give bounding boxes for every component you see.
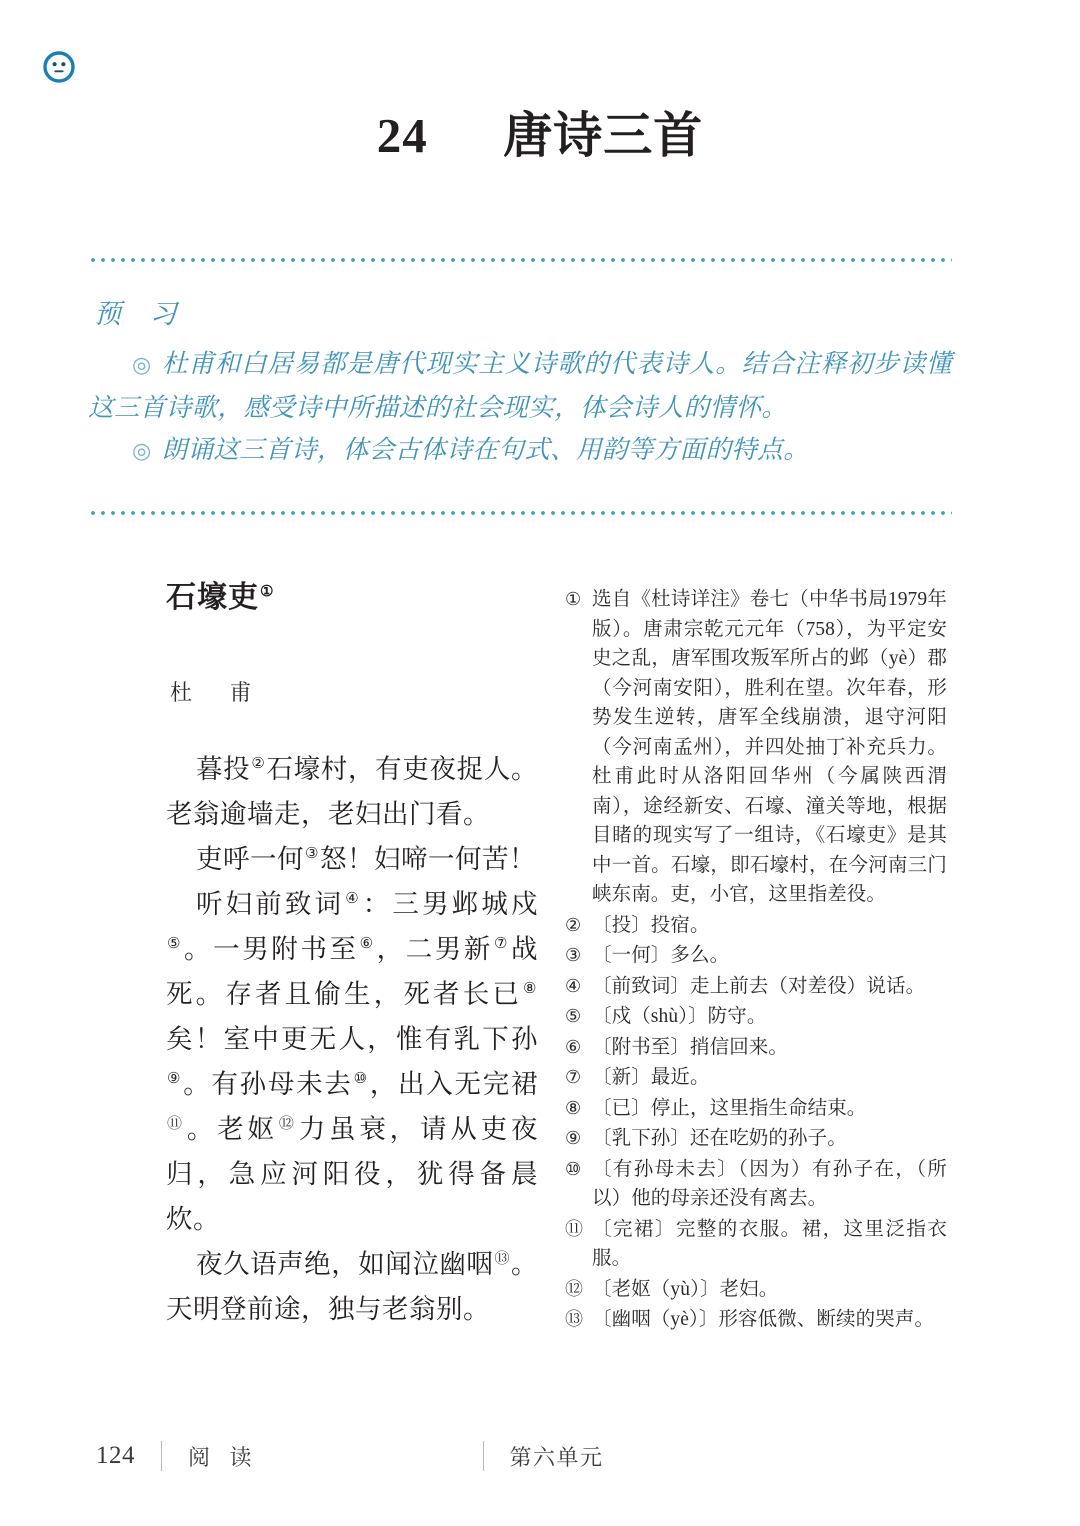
poem-author: 杜 甫: [170, 680, 268, 705]
footnote-text: 选自《杜诗详注》卷七（中华书局1979年版）。唐肃宗乾元元年（758），为平定安史之乱，唐军围攻叛军所占的邺（yè）郡（今河南安阳），胜利在望。次年春，形势发生逆转，唐军全线崩溃，退守河阳（今河南孟州），并四处抽丁补充兵力。杜甫此时从洛阳回华州（今属陕西渭南），途经新安、石壕、潼关等地，根据目睹的现实写了一组诗，《石壕吏》是其中一首。石壕，即石壕村，在今河南三门峡东南。吏，小官，这里指差役。: [592, 589, 947, 905]
preview-item-list: [88, 343, 952, 473]
poem-text-run: 吏呼一何: [196, 844, 304, 874]
poem-text-run: 夜久语声绝，如闻泣幽咽: [196, 1249, 494, 1279]
poem-text-run: ，出入无完裙: [369, 1069, 539, 1099]
preview-divider-bottom: [88, 511, 952, 515]
footnote-marker: ⑦: [565, 1067, 582, 1087]
smiley-face-icon: [41, 49, 77, 85]
footnote-text: 〔完裙〕完整的衣服。裙，这里泛指衣服。: [592, 1218, 947, 1269]
footnote-entry: [565, 1215, 947, 1274]
footnote-marker: ⑩: [565, 1158, 582, 1179]
poem-line: [166, 882, 538, 1242]
poem-text-run: ：三男邺城戍: [362, 889, 538, 919]
footnote-marker: ②: [565, 914, 582, 935]
footnote-entry: [565, 1033, 947, 1063]
poem-text-run: 。有孙母未去: [183, 1069, 353, 1099]
footnote-text: 〔幽咽（yè）〕形容低微、断续的哭声。: [592, 1309, 935, 1330]
footnote-ref[interactable]: ⑪: [167, 1116, 186, 1133]
preview-item-text: 杜甫和白居易都是唐代现实主义诗歌的代表诗人。结合注释初步读懂这三首诗歌，感受诗中所描述的社会现实，体会诗人的情怀。: [88, 349, 952, 423]
footnote-marker: ⑪: [565, 1218, 583, 1239]
footnote-text: 〔乳下孙〕还在吃奶的孙子。: [592, 1128, 847, 1149]
footnote-entry: [565, 1275, 947, 1305]
footnote-entry: [565, 1063, 947, 1093]
poem-body: [166, 747, 538, 1332]
footnote-marker: ⑤: [565, 1006, 582, 1026]
footer-divider: [161, 1441, 162, 1471]
footnote-entry: [565, 911, 947, 941]
content-columns: [0, 580, 1080, 1330]
footnote-text: 〔前致词〕走上前去（对差役）说话。: [592, 975, 926, 997]
footnote-text: 〔一何〕多么。: [592, 945, 730, 966]
footnote-entry: [565, 1094, 947, 1124]
poem-line: [166, 1242, 538, 1332]
preview-item: [88, 429, 952, 473]
footnote-ref[interactable]: ⑧: [523, 981, 537, 998]
footnote-ref: ①: [260, 582, 275, 600]
footnote-ref[interactable]: ③: [305, 846, 319, 863]
poem-line: [166, 747, 538, 837]
footnote-text: 〔老妪（yù）〕老妇。: [592, 1278, 779, 1300]
footnote-ref[interactable]: ⑨: [167, 1071, 183, 1088]
footer-divider: [483, 1441, 484, 1471]
footnote-text: 〔有孙母未去〕（因为）有孙子在，（所以）他的母亲还没有离去。: [592, 1158, 947, 1209]
footnote-marker: ⑨: [565, 1128, 582, 1148]
poem-text-run: 力虽衰，请从吏夜归，急应河阳役，犹得备晨炊。: [166, 1114, 539, 1234]
preview-heading: 预 习: [94, 299, 187, 330]
footnote-ref[interactable]: ⑥: [359, 936, 376, 953]
footnote-ref[interactable]: ④: [345, 891, 362, 908]
footnote-text: 〔戍（shù）〕防守。: [592, 1006, 767, 1027]
poem-text-run: ，二男新: [376, 934, 493, 964]
footnote-ref[interactable]: ⑩: [353, 1071, 369, 1088]
poem-line: [166, 837, 538, 882]
footnote-marker: ⑫: [565, 1278, 583, 1299]
poem-text-run: 。天明登前途，独与老翁别。: [166, 1249, 538, 1324]
poem-text-run: 听妇前致词: [196, 889, 345, 919]
poem-text-run: 石壕村，有吏夜捉人。老翁逾墙走，老妇出门看。: [166, 754, 539, 829]
footnote-entry: [565, 1124, 947, 1154]
footnote-entry: [565, 1155, 947, 1214]
footnote-column: [565, 585, 947, 1336]
poem-column: [166, 580, 538, 1332]
footnote-text: 〔附书至〕捎信回来。: [592, 1036, 789, 1058]
footnote-marker: ①: [565, 589, 582, 609]
preview-section: [88, 258, 952, 515]
poem-text-run: 。一男附书至: [184, 934, 359, 964]
footnote-ref[interactable]: ②: [251, 756, 266, 773]
bullet-icon: ◎: [132, 353, 153, 378]
poem-text-run: 怒！妇啼一何苦！: [319, 844, 536, 874]
footnote-marker: ⑥: [565, 1036, 582, 1057]
footer-unit-label: 第六单元: [509, 1444, 604, 1470]
page-number: 124: [96, 1442, 135, 1469]
footnote-text: 〔投〕投宿。: [592, 914, 710, 936]
poem-text-run: 矣！室中更无人，惟有乳下孙: [166, 1024, 538, 1054]
page-title: 24 唐诗三首: [376, 108, 704, 163]
page-footer: [96, 1438, 984, 1474]
footnote-marker: ③: [565, 945, 582, 965]
footnote-entry: [565, 941, 947, 971]
footnote-text: 〔新〕最近。: [592, 1067, 710, 1088]
preview-item-text: 朗诵这三首诗，体会古体诗在句式、用韵等方面的特点。: [161, 435, 810, 465]
footnote-entry: [565, 1002, 947, 1032]
poem-title-text: 石壕吏: [166, 580, 259, 615]
preview-divider-top: [88, 258, 952, 262]
poem-text-run: 战死。存者且偷生，死者长已: [166, 934, 539, 1009]
poem-text-run: 暮投: [196, 754, 251, 784]
footnote-marker: ④: [565, 975, 582, 996]
footnote-ref[interactable]: ⑤: [167, 936, 184, 953]
footer-section-label: 阅 读: [188, 1444, 259, 1470]
poem-title: [166, 580, 538, 616]
footnote-text: 〔已〕停止，这里指生命结束。: [592, 1097, 867, 1119]
preview-item: [88, 343, 952, 429]
footnote-entry: [565, 972, 947, 1002]
footnote-entry: [565, 1305, 947, 1335]
footnote-marker: ⑧: [565, 1097, 582, 1118]
bullet-icon: ◎: [132, 439, 152, 464]
poem-text-run: 。老妪: [186, 1114, 278, 1144]
footnote-ref[interactable]: ⑬: [494, 1251, 510, 1268]
footnote-ref[interactable]: ⑦: [493, 936, 511, 953]
footnote-entry: [565, 585, 947, 910]
footnote-marker: ⑬: [565, 1309, 583, 1329]
footnote-ref[interactable]: ⑫: [278, 1116, 298, 1133]
